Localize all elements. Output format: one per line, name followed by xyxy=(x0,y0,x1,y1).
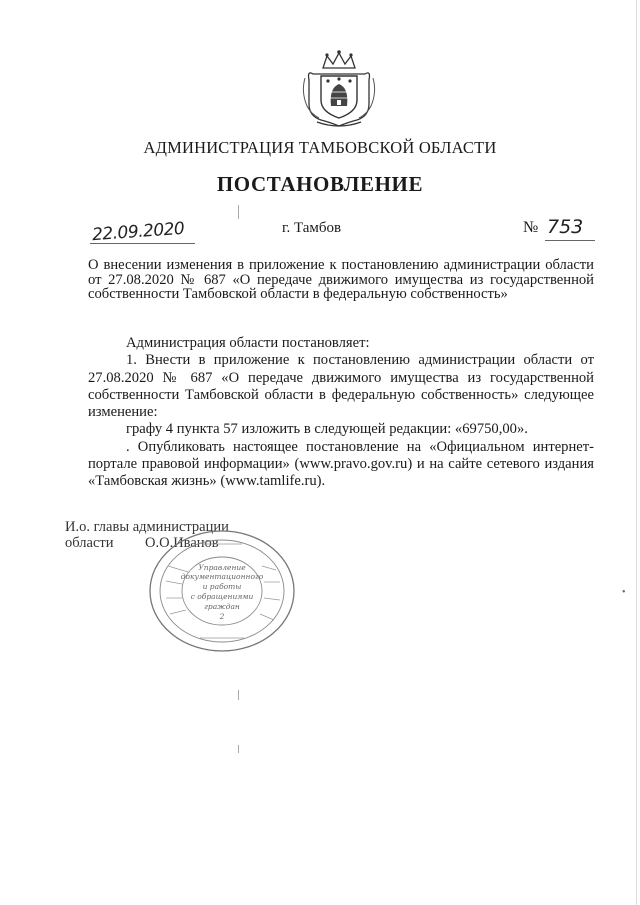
stamp-line: документационного xyxy=(180,572,264,581)
scan-artifact xyxy=(238,690,239,700)
body-paragraph: 1. Внести в приложение к постановлению администрации области от 27.08.2020 № 687 «О передаче движимого имущества из государственной собственности Тамбовской области в федеральную собственность» следующее изменение: xyxy=(88,352,594,421)
document-type-heading: ПОСТАНОВЛЕНИЕ xyxy=(216,172,424,196)
signer-position-line1: И.о. главы администрации xyxy=(65,519,229,535)
stamp-line: Управление xyxy=(198,563,246,572)
signer-position-line2: области xyxy=(65,535,114,551)
stamp-line: граждан xyxy=(204,602,240,611)
scan-artifact xyxy=(238,745,239,753)
signer-name: О.О.Иванов xyxy=(145,535,219,551)
handwritten-date: 22.09.2020 xyxy=(91,218,185,246)
document-body xyxy=(88,335,594,491)
body-paragraph: . Опубликовать настоящее постановление на «Официальном интернет-портале правовой информации» (www.pravo.gov.ru) и на сайте сетевого издания «Тамбовская жизнь» (www.tamlife.ru). xyxy=(88,438,594,490)
stamp-line: с обращениями xyxy=(190,592,254,601)
number-sign: № xyxy=(523,219,539,236)
stamp-line: и работы xyxy=(202,582,242,591)
stamp-line: 2 xyxy=(219,612,225,621)
round-seal-icon xyxy=(142,526,302,656)
scan-artifact xyxy=(238,205,239,219)
city-label: г. Тамбов xyxy=(282,220,342,236)
number-underline xyxy=(545,240,595,241)
scan-edge xyxy=(636,0,637,905)
handwritten-number: 753 xyxy=(547,216,584,238)
date-underline xyxy=(90,243,195,244)
organization-title: АДМИНИСТРАЦИЯ ТАМБОВСКОЙ ОБЛАСТИ xyxy=(143,138,497,157)
body-paragraph: Администрация области постановляет: xyxy=(126,335,370,351)
document-subject: О внесении изменения в приложение к постановлению администрации области от 27.08.2020 № 687 «О передаче движимого имущества из государственной собственности Тамбовской области в федеральную собственность» xyxy=(88,257,594,302)
body-paragraph: графу 4 пункта 57 изложить в следующей редакции: «69750,00». xyxy=(126,421,528,438)
scan-speck: • xyxy=(622,587,626,598)
coat-of-arms-icon xyxy=(299,48,379,130)
